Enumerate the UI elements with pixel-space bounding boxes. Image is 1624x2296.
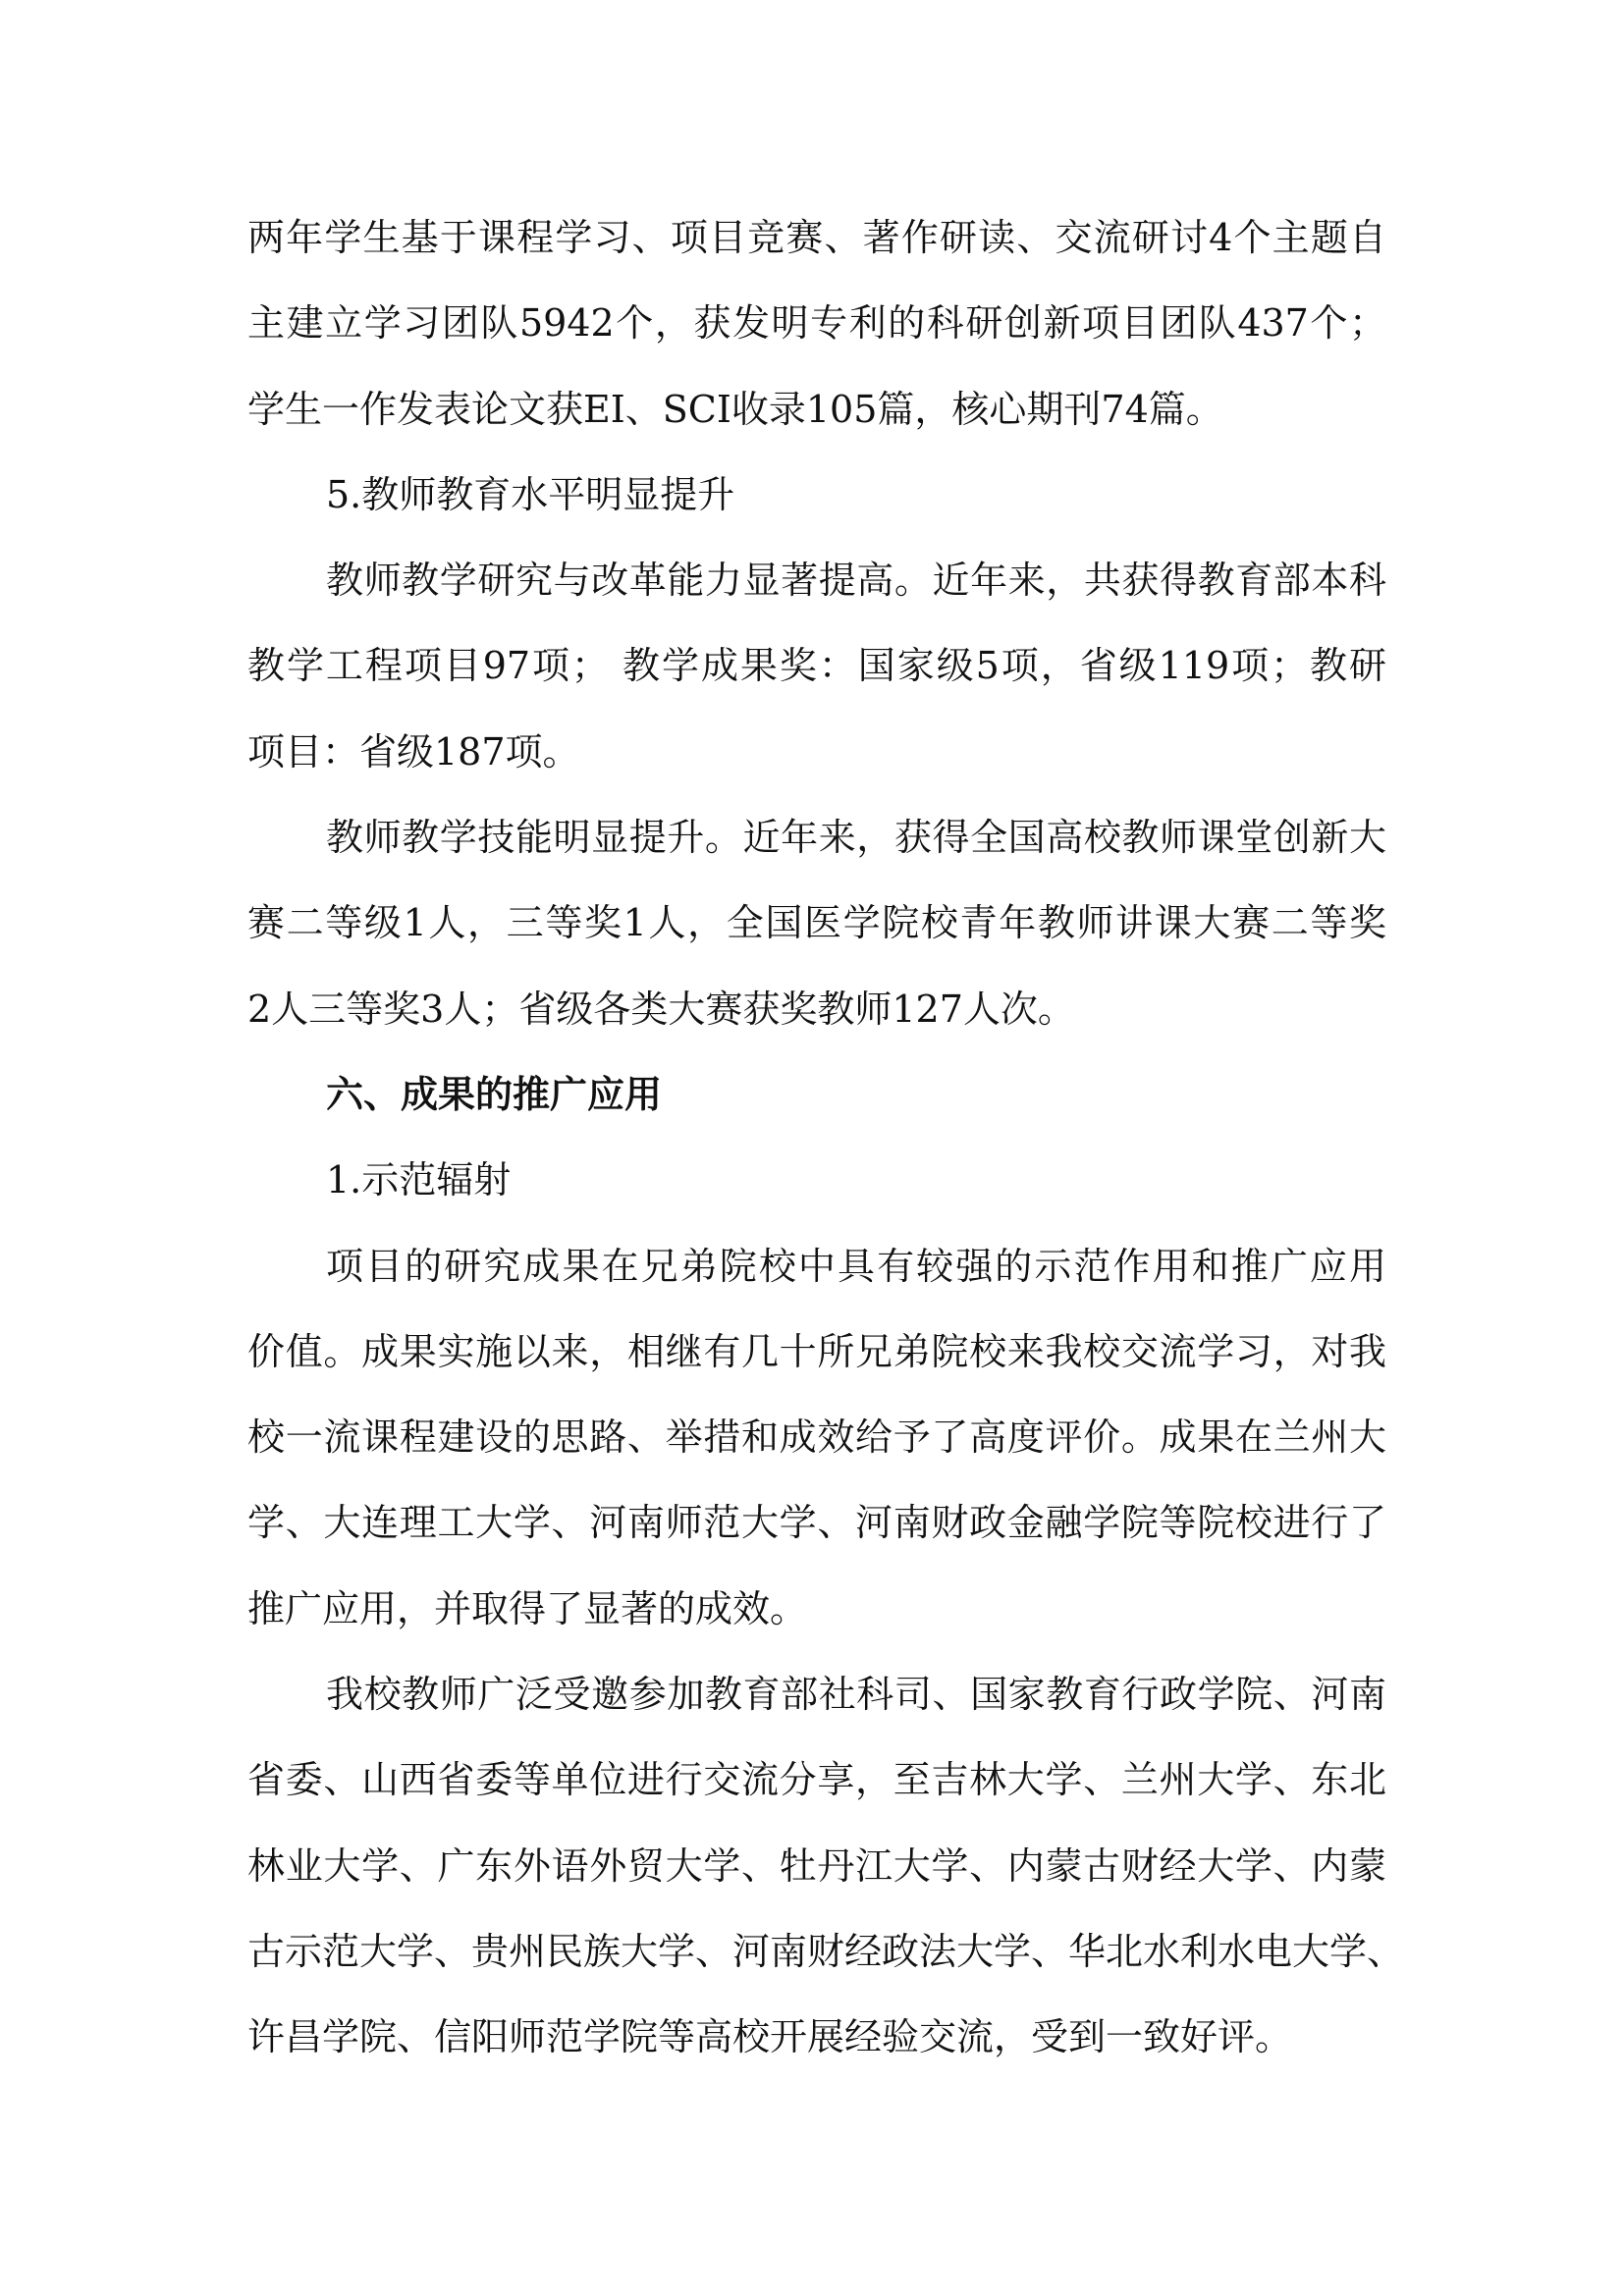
text-line: 省委、山西省委等单位进行交流分享，至吉林大学、兰州大学、东北 xyxy=(247,1758,1386,1802)
paragraph xyxy=(247,795,1386,1052)
paragraph xyxy=(247,538,1386,795)
text-line: 许昌学院、信阳师范学院等高校开展经验交流，受到一致好评。 xyxy=(247,2015,1293,2059)
text-line: 教学工程项目97项； 教学成果奖：国家级5项，省级119项；教研 xyxy=(247,644,1386,688)
text-line: 赛二等级1人，三等奖1人，全国医学院校青年教师讲课大赛二等奖 xyxy=(247,901,1386,945)
text-line: 我校教师广泛受邀参加教育部社科司、国家教育行政学院、河南 xyxy=(326,1673,1386,1717)
paragraph xyxy=(247,1652,1405,2080)
text-line: 2人三等奖3人；省级各类大赛获奖教师127人次。 xyxy=(247,987,1075,1031)
text-line: 两年学生基于课程学习、项目竞赛、著作研读、交流研讨4个主题自 xyxy=(247,216,1386,259)
document-page xyxy=(247,195,1405,2081)
text-line: 项目：省级187项。 xyxy=(247,729,580,774)
text-line: 学、大连理工大学、河南师范大学、河南财政金融学院等院校进行了 xyxy=(247,1501,1386,1545)
section-heading xyxy=(247,1052,1386,1138)
paragraph xyxy=(247,1224,1386,1652)
text-line: 项目的研究成果在兄弟院校中具有较强的示范作用和推广应用 xyxy=(326,1244,1386,1288)
paragraph xyxy=(247,195,1386,453)
subsection-heading xyxy=(247,453,1386,538)
text-line: 校一流课程建设的思路、举措和成效给予了高度评价。成果在兰州大 xyxy=(247,1415,1386,1460)
text-line: 5.教师教育水平明显提升 xyxy=(326,472,735,516)
text-line: 1.示范辐射 xyxy=(326,1158,512,1202)
subsection-heading xyxy=(247,1138,1386,1223)
text-line: 林业大学、广东外语外贸大学、牡丹江大学、内蒙古财经大学、内蒙 xyxy=(247,1843,1386,1888)
text-line: 学生一作发表论文获EI、SCI收录105篇，核心期刊74篇。 xyxy=(247,387,1223,431)
text-line: 教师教学研究与改革能力显著提高。近年来，共获得教育部本科 xyxy=(326,559,1386,603)
text-line: 推广应用，并取得了显著的成效。 xyxy=(247,1586,808,1630)
text-line: 教师教学技能明显提升。近年来，获得全国高校教师课堂创新大 xyxy=(326,816,1386,860)
text-line: 价值。成果实施以来，相继有几十所兄弟院校来我校交流学习，对我 xyxy=(247,1329,1386,1373)
text-line: 古示范大学、贵州民族大学、河南财经政法大学、华北水利水电大学、 xyxy=(247,1929,1405,1973)
text-line: 主建立学习团队5942个，获发明专利的科研创新项目团队437个； xyxy=(247,301,1386,346)
text-line: 六、成果的推广应用 xyxy=(326,1072,663,1116)
